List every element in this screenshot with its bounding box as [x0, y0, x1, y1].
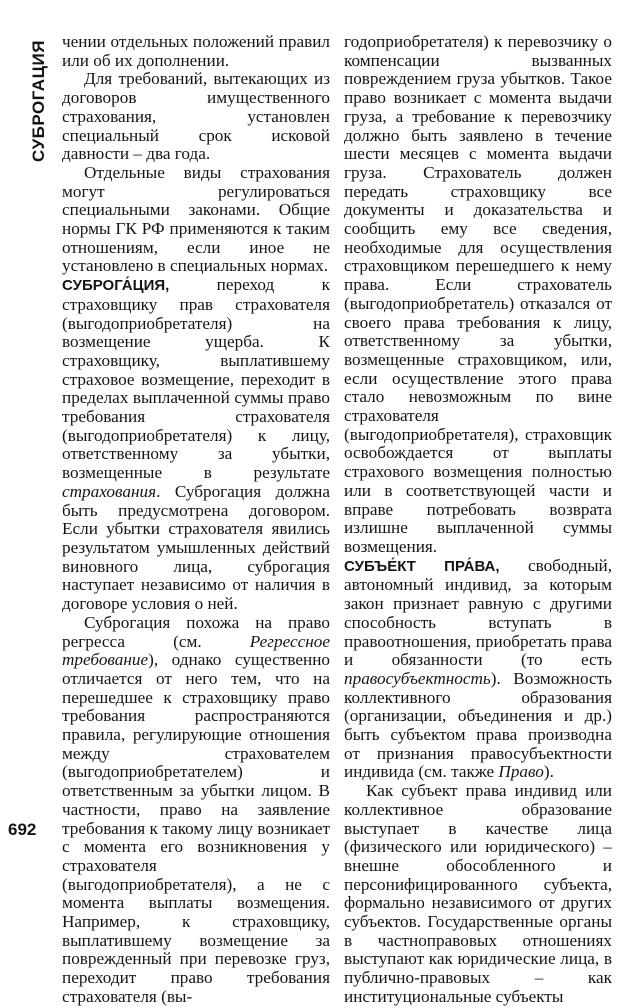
- cross-reference-link[interactable]: правосубъектность: [344, 668, 491, 688]
- cross-reference-link[interactable]: страхования: [62, 481, 157, 501]
- headword-subject-of-law: СУБЪЕ́КТ ПРА́ВА,: [344, 557, 500, 575]
- paragraph-continuation: чении отдельных положений правил или об их дополнении.: [62, 32, 330, 70]
- entry-text: ). Возможность коллективного образования (организации, объединения и др.) быть субъектом права производна от признания правосубъектности индивида (см. также: [344, 668, 612, 782]
- entry-subrogation: [62, 276, 330, 614]
- entry-text: ).: [543, 762, 554, 782]
- entry-text: . Суброгация должна быть предусмотрена договором. Если убытки страхователя явились результатом умышленных действий виновного лица, суброгация наступает независимо от наличия в договоре условия о ней.: [62, 481, 330, 614]
- page-number: 692: [8, 820, 37, 839]
- entry-text: Суброгация похожа на право регресса (см.: [62, 612, 330, 651]
- paragraph-regress-comparison: [62, 614, 330, 1007]
- paragraph-limitation-period: Для требований, вытекающих из договоров имущественного страхования, установлен специальный срок исковой давности – два года.: [62, 69, 330, 164]
- entry-text: переход к страховщику прав страхователя (выгодоприобретателя) на возмещение ущерба. К страховщику, выплатившему страховое возмещение, переходит в пределах выплаченной суммы право требования страхователя (выгодоприобретателя) к лицу, ответственному за убытки, возмещенные в результате: [62, 275, 330, 483]
- paragraph-special-laws: Отдельные виды страхования могут регулироваться специальными законами. Общие нормы ГК РФ применяются к таким отношениям, если иное не установлено в специальных нормах.: [62, 162, 330, 276]
- running-head-vertical: [24, 36, 54, 166]
- entry-text: свободный, автономный индивид, за которым закон признает равную с другими способность вступать в правоотношения, приобретать права и обязанности (то есть: [344, 555, 612, 670]
- entry-subject-of-law: [344, 557, 612, 782]
- headword-subrogation: СУБРОГА́ЦИЯ,: [62, 277, 170, 295]
- right-column: [344, 33, 612, 1007]
- cross-reference-link[interactable]: Право: [498, 762, 544, 782]
- left-column: [62, 33, 330, 1007]
- cross-reference-link[interactable]: Регрессное требование: [62, 631, 330, 670]
- entry-text: ), однако существенно отличается от него тем, что на перешедшее к страховщику право требования распространяются правила, регулирующие отношения между страхователем (выгодоприобретателем) и ответственным за убытки лицом. В частности, право на заявление требования к такому лицу возникает с момента его возникновения у страхователя (выгодоприобретателя), а не с момента выплаты возмещения. Например, к страховщику, выплатившему возмещение за поврежденный при перевозке груз, переходит право требования страхователя (вы-: [62, 650, 330, 1006]
- paragraph-subject-as-person: Как субъект права индивид или коллективное образование выступает в качестве лица (физического или юридического) – внешне обособленного и персонифицированного субъекта, формально независимого от других субъектов. Государственные органы в частноправовых отношениях выступают как юридические лица, в публично-правовых – как институциональные субъекты: [344, 781, 612, 1006]
- paragraph-continuation: годоприобретателя) к перевозчику о компенсации вызванных повреждением груза убытков. Такое право возникает с момента выдачи груза, а требование к перевозчику должно быть заявлено в течение шести месяцев с момента выдачи груза. Страхователь должен передать страховщику все документы и доказательства и сообщить ему все сведения, необходимые для осуществления страховщиком перешедшего к нему права. Если страхователь (выгодоприобретатель) отказался от своего права требования к лицу, ответственному за убытки, возмещенные страховщиком, или, если осуществление этого права стало невозможным по вине страхователя (выгодоприобретателя), страховщик освобождается от выплаты страхового возмещения полностью или в соответствующей части и вправе потребовать возврата излишне выплаченной суммы возмещения.: [344, 32, 612, 556]
- running-head-text: СУБРОГАЦИЯ: [29, 40, 49, 162]
